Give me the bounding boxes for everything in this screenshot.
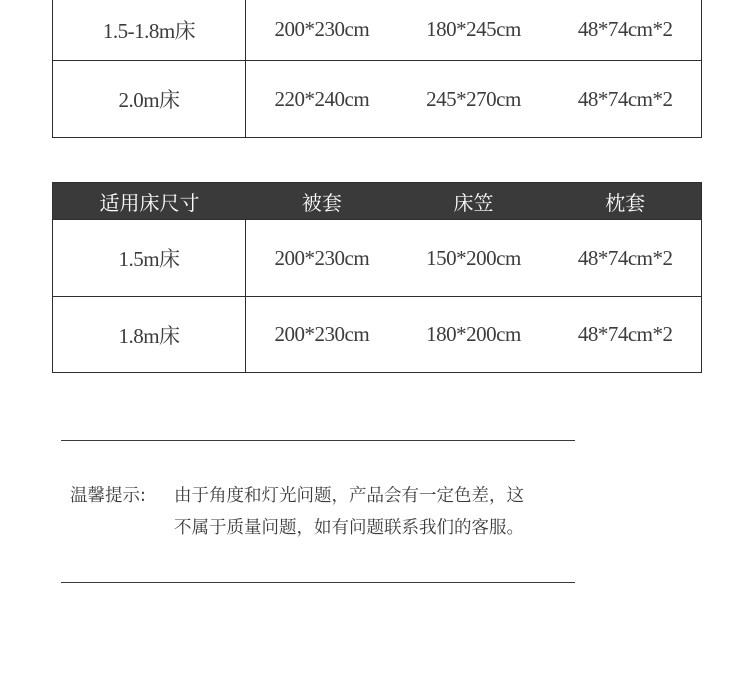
notice-text-line-2: 不属于质量问题，如有问题联系我们的客服。 <box>174 518 524 538</box>
size-table-1 <box>52 0 702 138</box>
pillowcase-cell: 48*74cm*2 <box>577 322 673 346</box>
notice-text-line-1: 由于角度和灯光问题，产品会有一定色差，这 <box>174 486 524 506</box>
bed-size-cell: 1.5-1.8m床 <box>53 0 246 60</box>
divider-bottom <box>61 582 575 583</box>
notice-label: 温馨提示: <box>70 486 146 506</box>
fitted-sheet-cell: 180*200cm <box>426 322 521 346</box>
header-pillowcase: 枕套 <box>605 190 646 215</box>
duvet-cover-cell: 200*230cm <box>274 17 370 41</box>
header-fitted-sheet: 床笠 <box>453 190 494 215</box>
table-row <box>53 220 701 297</box>
pillowcase-cell: 48*74cm*2 <box>577 86 673 111</box>
bed-size-cell: 2.0m床 <box>53 61 246 137</box>
table-row <box>53 297 701 372</box>
duvet-cover-cell: 200*230cm <box>274 245 370 270</box>
bed-size-cell: 1.5m床 <box>53 220 246 296</box>
duvet-cover-cell: 200*230cm <box>274 322 370 346</box>
bed-size-cell: 1.8m床 <box>53 297 246 372</box>
pillowcase-cell: 48*74cm*2 <box>577 17 673 41</box>
divider-top <box>61 440 575 441</box>
table-row <box>53 61 701 137</box>
fitted-sheet-cell: 245*270cm <box>426 86 521 111</box>
notice-block <box>70 480 524 544</box>
size-table-2 <box>52 182 702 373</box>
header-duvet-cover: 被套 <box>301 190 342 215</box>
duvet-cover-cell: 220*240cm <box>274 86 370 111</box>
pillowcase-cell: 48*74cm*2 <box>577 245 673 270</box>
header-bed-size: 适用床尺寸 <box>99 190 200 215</box>
fitted-sheet-cell: 150*200cm <box>426 245 521 270</box>
table-row <box>53 0 701 61</box>
table-header-row <box>53 183 701 220</box>
fitted-sheet-cell: 180*245cm <box>426 17 521 41</box>
